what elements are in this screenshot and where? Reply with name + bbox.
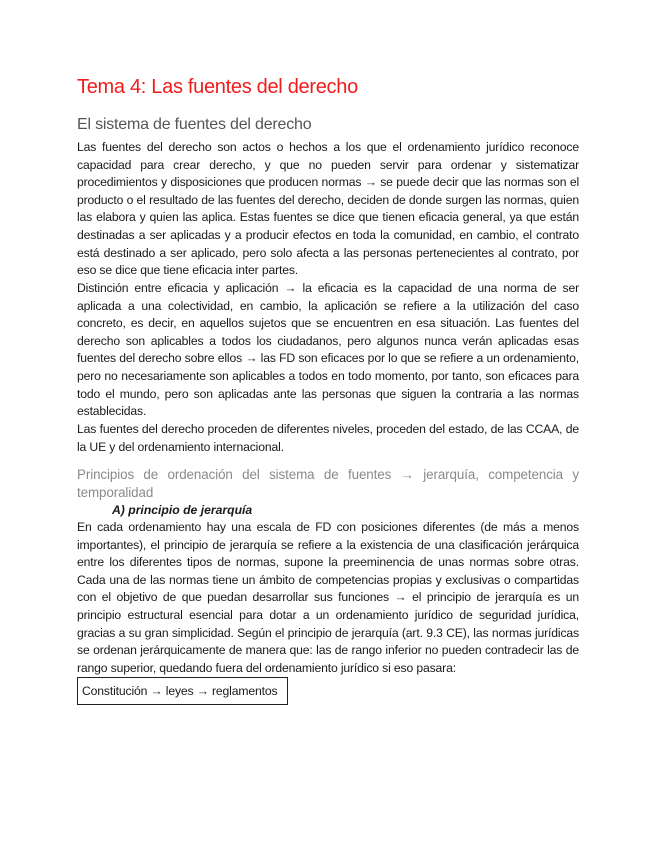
hierarchy-box: Constitución → leyes → reglamentos — [77, 677, 288, 705]
paragraph-niveles: Las fuentes del derecho proceden de diferentes niveles, proceden del estado, de las CCAA, de la UE y del ordenamiento internacional. — [77, 422, 579, 454]
section-heading-principios: Principios de ordenación del sistema de fuentes → jerarquía, competencia y temporalidad — [77, 467, 579, 500]
subheading-principio-jerarquia: A) principio de jerarquía — [112, 503, 253, 517]
paragraph-fuentes-definicion: Las fuentes del derecho son actos o hechos a los que el ordenamiento jurídico reconoce capacidad para crear derecho, y que no pueden servir para ordenar y sistematizar procedimientos y disposiciones que producen normas → se puede decir que las normas son el producto o el resultado de las fuentes del derecho, deciden de donde surgen las normas, quien las elabora y quien las aplica. Estas fuentes se dice que tienen eficacia general, ya que están destinadas a ser aplicadas y a producir efectos en toda la comunidad, en cambio, el contrato está destinado a ser aplicado, pero solo afecta a las personas pertenecientes al contrato, por eso se dice que tiene eficacia inter partes. — [77, 140, 579, 278]
paragraph-jerarquia: En cada ordenamiento hay una escala de FD con posiciones diferentes (de más a menos importantes), el principio de jerarquía se refiere a la existencia de una clasificación jerárquica entre los diferentes tipos de normas, supone la preeminencia de unas normas sobre otras. Cada una de las normas tiene un ámbito de competencias propias y exclusivas o compartidas con el objetivo de que puedan desarrollar sus funciones → el principio de jerarquía es un principio estructural esencial para dotar a un ordenamiento jurídico de seguridad jurídica, gracias a su gran simplicidad. Según el principio de jerarquía (art. 9.3 CE), las normas jurídicas se ordenan jerárquicamente de manera que: las de rango inferior no pueden contradecir las de rango superior, quedando fuera del ordenamiento jurídico si eso pasara: — [77, 520, 579, 675]
section-heading-sistema-fuentes: El sistema de fuentes del derecho — [77, 116, 312, 133]
document-title: Tema 4: Las fuentes del derecho — [77, 76, 358, 98]
paragraph-eficacia-aplicacion: Distinción entre eficacia y aplicación → la eficacia es la capacidad de una norma de ser aplicada a una colectividad, en cambio, la aplicación se refiere a la utilización del caso concreto, es decir, en aquellos sujetos que se encuentren en esa situación. Las fuentes del derecho son aplicables a todos los ciudadanos, pero algunos nunca verán aplicadas esas fuentes del derecho sobre ellos → las FD son eficaces por lo que se refiere a un ordenamiento, pero no necesariamente son aplicables a todos en todo momento, por tanto, son eficaces para todo el mundo, pero son aplicadas ante las personas que siguen la contraria a las normas establecidas. — [77, 281, 579, 419]
